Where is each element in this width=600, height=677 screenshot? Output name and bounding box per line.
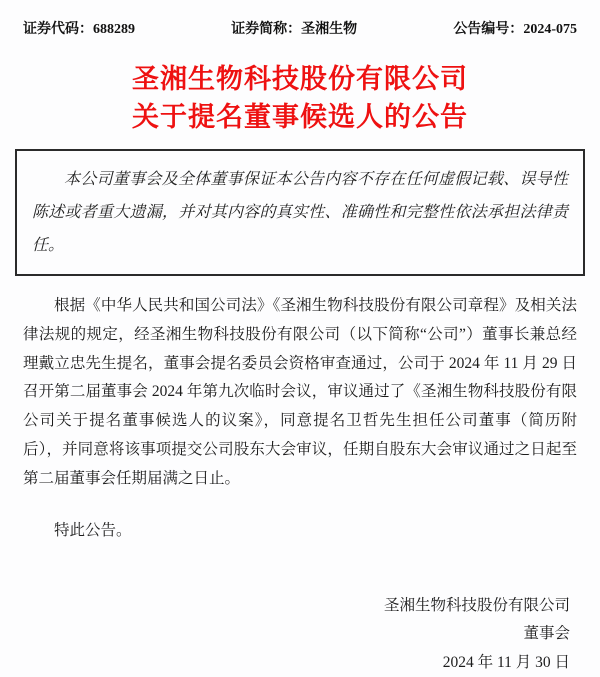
signature-board: 董事会 [523,625,570,643]
disclaimer-text: 本公司董事会及全体董事保证本公告内容不存在任何虚假记载、误导性陈述或者重大遗漏，并对其内容的真实性、准确性和完整性依法承担法律责任。 [32,171,568,254]
stock-name-label: 证券简称： [231,22,302,37]
page-title [0,60,600,136]
stock-name-value: 圣湘生物 [301,22,358,37]
signature-block [0,592,570,677]
signature-date: 2024 年 11 月 30 日 [442,653,570,671]
document-header [0,21,600,39]
signature-company: 圣湘生物科技股份有限公司 [383,596,570,614]
closing-statement: 特此公告。 [54,521,132,539]
stock-code-value: 688289 [93,22,135,37]
announcement-number [453,21,577,39]
announcement-number-value: 2024-075 [523,22,577,37]
stock-code-label: 证券代码： [23,22,93,37]
stock-code [23,21,135,39]
disclaimer-box [15,149,585,276]
page-title-line2: 关于提名董事候选人的公告 [132,102,468,132]
announcement-number-label: 公告编号： [453,22,524,37]
page-title-line1: 圣湘生物科技股份有限公司 [132,64,468,94]
body-paragraph: 根据《中华人民共和国公司法》《圣湘生物科技股份有限公司章程》及相关法律法规的规定，经圣湘生物科技股份有限公司（以下简称“公司”）董事长兼总经理戴立忠先生提名，董事会提名委员会资格审查通过，公司于 2024 年 11 月 29 日召开第二届董事会 2024 年第九次临时会议，审议通过了《圣湘生物科技股份有限公司关于提名董事候选人的议案》，同意提名卫哲先生担任公司董事（简历附后），并同意将该事项提交公司股东大会审议，任期自股东大会审议通过之日起至第二届董事会任期届满之日止。 [23,297,577,487]
stock-name [231,21,357,39]
